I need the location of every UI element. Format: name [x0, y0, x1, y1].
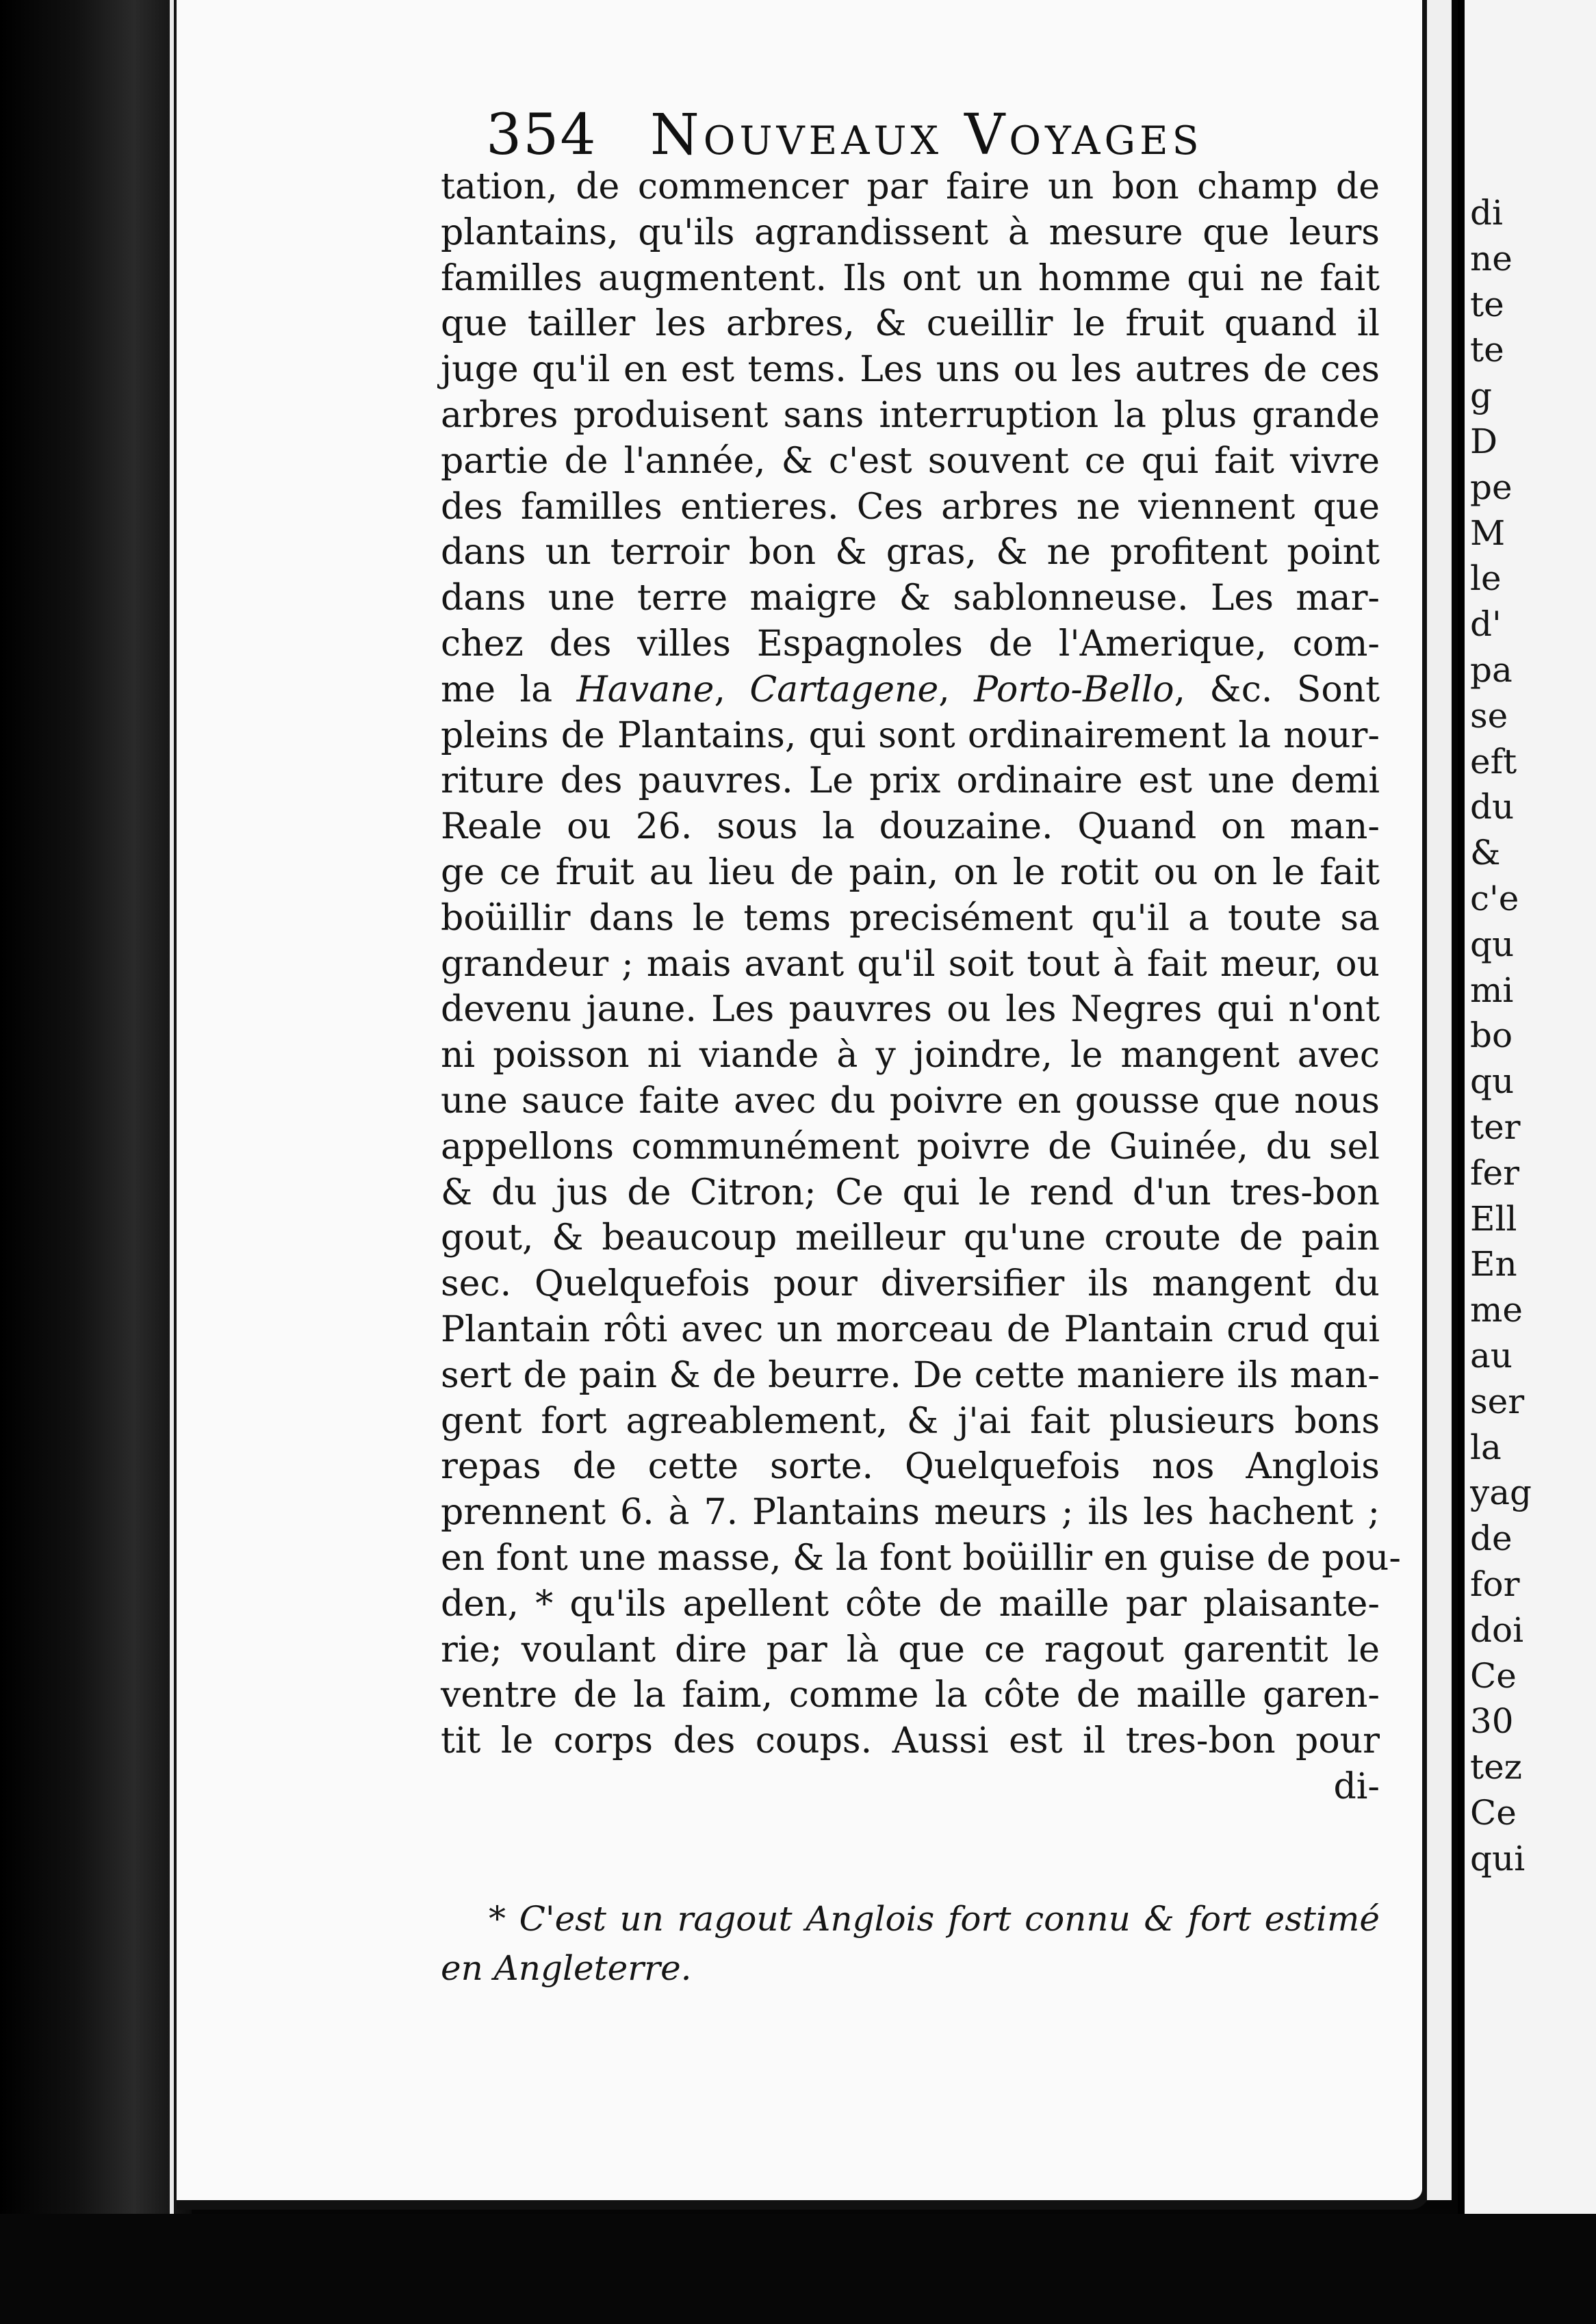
facing-page-fragment: te [1470, 284, 1504, 324]
facing-page-fragment: Ell [1470, 1198, 1517, 1239]
facing-page-fragment: ser [1470, 1381, 1525, 1421]
facing-page-fragment: di [1470, 193, 1503, 233]
text-line: que tailler les arbres, & cueillir le fruit quand il [441, 303, 1380, 345]
catchword: di- [1333, 1766, 1380, 1807]
page-edge [1427, 0, 1452, 2200]
text-line: devenu jaune. Les pauvres ou les Negres qui n'ont [441, 989, 1380, 1031]
facing-page-fragment: fer [1470, 1152, 1519, 1193]
facing-page-fragment: le [1470, 558, 1502, 599]
text-line: arbres produisent sans interruption la plus grande [441, 394, 1380, 436]
text-line: juge qu'il en est tems. Les uns ou les autres de ces [441, 349, 1380, 391]
facing-page-fragment: te [1470, 330, 1504, 370]
facing-page-fragment: D [1470, 421, 1498, 461]
facing-page-fragment: qu [1470, 924, 1515, 964]
text-line: une sauce faite avec du poivre en gousse que nous [441, 1080, 1380, 1122]
page-number: 354 [486, 103, 597, 168]
footnote-line: en Angleterre. [441, 1948, 692, 1988]
text-line: ge ce fruit au lieu de pain, on le rotit ou on le fait [441, 851, 1380, 893]
text-line: Reale ou 26. sous la douzaine. Quand on man- [441, 806, 1380, 848]
body-text [441, 164, 1401, 1810]
running-head: Nouveaux Voyages [650, 103, 1203, 168]
facing-page-fragment: eft [1470, 741, 1517, 782]
text-line: dans un terroir bon & gras, & ne profitent point [441, 532, 1380, 573]
facing-page-fragment: & [1470, 833, 1501, 873]
facing-page-text [1470, 190, 1593, 1881]
text-line: chez des villes Espagnoles de l'Amerique, com- [441, 623, 1380, 664]
text-line: tation, de commencer par faire un bon champ de [441, 166, 1380, 207]
facing-page-fragment: d' [1470, 604, 1502, 645]
text-line: sec. Quelquefois pour diversifier ils mangent du [441, 1263, 1380, 1305]
facing-page-fragment: En [1470, 1244, 1517, 1284]
facing-page-fragment: c'e [1470, 878, 1519, 918]
text-line: partie de l'année, & c'est souvent ce qui fait vivre [441, 440, 1380, 482]
facing-page-fragment: bo [1470, 1016, 1513, 1056]
facing-page-fragment: g [1470, 376, 1493, 416]
text-line: pleins de Plantains, qui sont ordinairement la nour- [441, 714, 1380, 756]
text-line: grandeur ; mais avant qu'il soit tout à fait meur, ou [441, 943, 1380, 985]
text-line: repas de cette sorte. Quelquefois nos Anglois [441, 1446, 1380, 1488]
text-line: Plantain rôti avec un morceau de Plantain crud qui [441, 1308, 1380, 1350]
facing-page-fragment: de [1470, 1519, 1513, 1559]
text-line: familles augmentent. Ils ont un homme qui ne fait [441, 257, 1380, 299]
facing-page-fragment: doi [1470, 1610, 1524, 1650]
text-line: dans une terre maigre & sablonneuse. Les mar- [441, 578, 1380, 619]
facing-page-fragment: yag [1470, 1473, 1532, 1513]
text-line: gout, & beaucoup meilleur qu'une croute de pain [441, 1217, 1380, 1259]
facing-page-fragment: tez [1470, 1747, 1523, 1787]
scanner-bed-bottom [0, 2214, 1596, 2324]
facing-page-fragment: la [1470, 1427, 1502, 1467]
text-line: plantains, qu'ils agrandissent à mesure que leurs [441, 211, 1380, 253]
text-line: tit le corps des coups. Aussi est il tres-bon pour [441, 1720, 1380, 1762]
book-gutter [0, 0, 192, 2324]
facing-page-fragment: pe [1470, 467, 1513, 507]
facing-page-fragment: qu [1470, 1061, 1515, 1102]
text-line: rie; voulant dire par là que ce ragout garentit le [441, 1629, 1380, 1670]
text-line: & du jus de Citron; Ce qui le rend d'un tres-bon [441, 1172, 1380, 1213]
text-line: ventre de la faim, comme la côte de maille garen- [441, 1675, 1380, 1716]
text-line: riture des pauvres. Le prix ordinaire est une demi [441, 760, 1380, 802]
footnote-line: * C'est un ragout Anglois fort connu & fort estimé [489, 1899, 1380, 1939]
facing-page-fragment: ne [1470, 238, 1513, 279]
text-line: en font une masse, & la font boüillir en guise de pou- [441, 1537, 1401, 1579]
facing-page-fragment: pa [1470, 649, 1513, 690]
facing-page-fragment: for [1470, 1564, 1520, 1604]
text-line: den, * qu'ils apellent côte de maille par plaisante- [441, 1583, 1380, 1625]
text-line: des familles entieres. Ces arbres ne viennent que [441, 486, 1380, 528]
gutter-highlight [170, 0, 174, 2324]
text-line: gent fort agreablement, & j'ai fait plusieurs bons [441, 1400, 1380, 1442]
facing-page-fragment: au [1470, 1335, 1513, 1376]
facing-page-fragment: se [1470, 695, 1508, 736]
text-line: sert de pain & de beurre. De cette maniere ils man- [441, 1354, 1380, 1396]
facing-page-fragment: me [1470, 1290, 1523, 1330]
facing-page-fragment: Ce [1470, 1792, 1517, 1833]
footnote [441, 1894, 1380, 1993]
facing-page-fragment: 30 [1470, 1701, 1514, 1742]
text-line: ni poisson ni viande à y joindre, le mangent avec [441, 1035, 1380, 1076]
facing-page-fragment: M [1470, 513, 1506, 553]
facing-page-fragment: qui [1470, 1838, 1526, 1878]
text-line-with-place-names: me la Havane, Cartagene, Porto-Bello, &c. Sont [441, 669, 1380, 710]
facing-page-fragment: Ce [1470, 1655, 1517, 1696]
facing-page-fragment: ter [1470, 1107, 1521, 1147]
text-line: boüillir dans le tems precisément qu'il a toute sa [441, 897, 1380, 939]
facing-page-fragment: du [1470, 787, 1515, 827]
facing-page-fragment: mi [1470, 970, 1514, 1010]
text-line: appellons communément poivre de Guinée, du sel [441, 1126, 1380, 1167]
text-line: prennent 6. à 7. Plantains meurs ; ils les hachent ; [441, 1492, 1380, 1534]
